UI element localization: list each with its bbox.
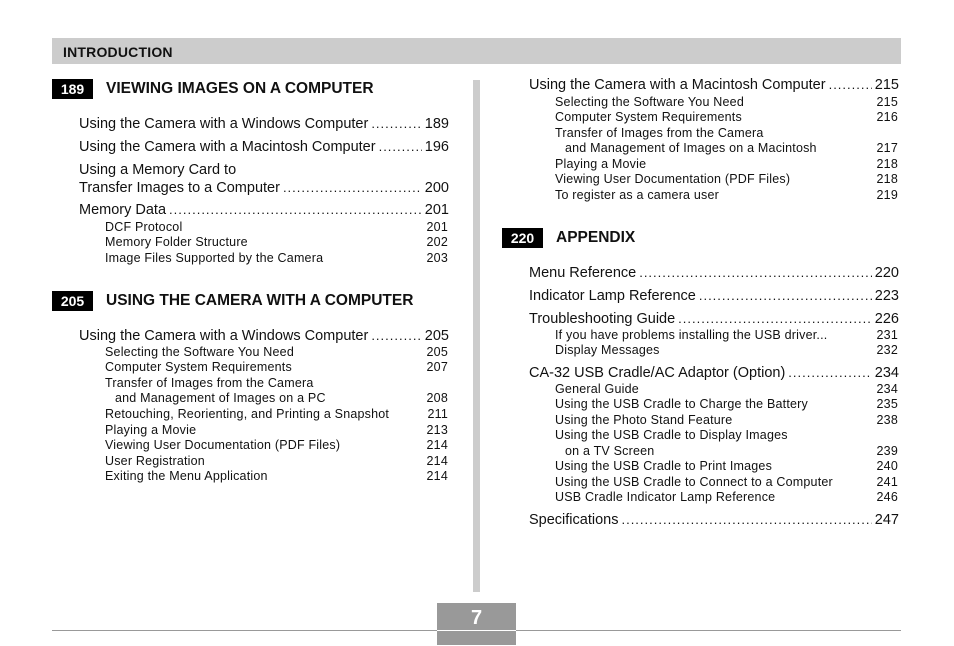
toc-entry[interactable] (79, 202, 449, 218)
toc-entry-label: CA-32 USB Cradle/AC Adaptor (Option) (529, 365, 786, 381)
toc-subentry-page: 235 (876, 397, 898, 411)
leader-dots (169, 202, 422, 217)
toc-entry-label: Using the Camera with a Macintosh Computer (79, 139, 376, 155)
toc-subentry-label: To register as a camera user (555, 188, 719, 202)
toc-subentry-label: DCF Protocol (105, 220, 183, 234)
toc-subentry[interactable] (555, 141, 898, 155)
toc-entry-page: 200 (424, 180, 449, 196)
toc-subentry-page: 214 (426, 454, 448, 468)
toc-subentry[interactable] (555, 188, 898, 202)
toc-subentry[interactable] (105, 376, 448, 390)
toc-entry[interactable] (529, 288, 899, 304)
toc-subentry-page: 215 (876, 95, 898, 109)
toc-subentry-page: 231 (876, 328, 898, 342)
toc-subentry[interactable] (555, 382, 898, 396)
toc-subentry[interactable] (555, 397, 898, 411)
toc-subentry-label: General Guide (555, 382, 639, 396)
toc-subentry-label: USB Cradle Indicator Lamp Reference (555, 490, 776, 504)
page-number: 7 (470, 607, 483, 629)
toc-entry[interactable] (79, 328, 449, 344)
toc-subentry-page: 201 (426, 220, 448, 234)
toc-entry-label: Memory Data (79, 202, 167, 218)
toc-subentry-page: 246 (876, 490, 898, 504)
toc-section-220[interactable] (502, 228, 899, 248)
toc-subentry[interactable] (555, 343, 898, 357)
toc-entry-page: 201 (424, 202, 449, 218)
toc-entry-label: Specifications (529, 512, 619, 528)
toc-entry[interactable] (79, 116, 449, 132)
toc-subentry-page: 214 (426, 438, 448, 452)
toc-subentry-label: Exiting the Menu Application (105, 469, 268, 483)
toc-entry-page: 189 (424, 116, 449, 132)
leader-dots (371, 328, 421, 343)
toc-entry-page: 234 (874, 365, 899, 381)
toc-subentry-label: Image Files Supported by the Camera (105, 251, 324, 265)
page-number-box (437, 603, 516, 645)
toc-subentry[interactable] (105, 235, 448, 249)
toc-subentry-page: 232 (876, 343, 898, 357)
toc-subentry-label: Using the Photo Stand Feature (555, 413, 733, 427)
toc-subentry[interactable] (105, 345, 448, 359)
toc-subentry[interactable] (555, 444, 898, 458)
toc-subentry[interactable] (555, 413, 898, 427)
toc-subentry[interactable] (105, 360, 448, 374)
toc-subentry[interactable] (555, 459, 898, 473)
toc-entry-label: Troubleshooting Guide (529, 311, 676, 327)
toc-subentry[interactable] (555, 428, 898, 442)
toc-subentry-page: 241 (876, 475, 898, 489)
toc-subentry-label: Using the USB Cradle to Display Images (555, 428, 788, 442)
toc-subentry-label: Selecting the Software You Need (105, 345, 294, 359)
toc-subentry-label: Display Messages (555, 343, 660, 357)
toc-entry-page: 226 (874, 311, 899, 327)
section-title: VIEWING IMAGES ON A COMPUTER (106, 80, 374, 97)
section-number-badge: 189 (52, 79, 93, 99)
toc-subentry-label: and Management of Images on a PC (115, 391, 326, 405)
toc-subentry[interactable] (555, 490, 898, 504)
toc-subentry[interactable] (555, 95, 898, 109)
toc-subentry-label: and Management of Images on a Macintosh (565, 141, 817, 155)
page-box-stripe (437, 630, 516, 631)
toc-subentry-page: 211 (427, 407, 448, 421)
toc-subentry[interactable] (105, 423, 448, 437)
leader-dots (621, 512, 871, 527)
toc-subentry-label: Playing a Movie (105, 423, 197, 437)
toc-entry[interactable] (79, 139, 449, 155)
leader-dots (283, 180, 422, 195)
toc-subentry-page: 202 (426, 235, 448, 249)
toc-subentry[interactable] (555, 475, 898, 489)
toc-entry[interactable] (529, 512, 899, 528)
toc-subentry-label: on a TV Screen (565, 444, 655, 458)
toc-entry[interactable] (529, 265, 899, 281)
toc-entry-label-line1[interactable]: Using a Memory Card to (79, 162, 237, 178)
toc-subentry-page: 217 (876, 141, 898, 155)
toc-subentry-label: User Registration (105, 454, 205, 468)
toc-subentry-label: If you have problems installing the USB driver... (555, 328, 828, 342)
section-number-badge: 220 (502, 228, 543, 248)
section-title: APPENDIX (556, 229, 636, 246)
section-header-bar (52, 38, 901, 64)
toc-subentry[interactable] (105, 438, 448, 452)
toc-entry-label: Using the Camera with a Macintosh Computer (529, 77, 826, 93)
toc-subentry[interactable] (555, 328, 898, 342)
toc-subentry-page: 240 (876, 459, 898, 473)
toc-subentry-page: 238 (876, 413, 898, 427)
toc-entry[interactable] (529, 77, 899, 93)
toc-subentry[interactable] (105, 469, 448, 483)
toc-subentry-page: 239 (876, 444, 898, 458)
toc-subentry-page: 214 (426, 469, 448, 483)
toc-subentry-label: Transfer of Images from the Camera (555, 126, 764, 140)
section-title: USING THE CAMERA WITH A COMPUTER (106, 292, 414, 309)
leader-dots (379, 139, 422, 154)
toc-subentry-label: Playing a Movie (555, 157, 647, 171)
toc-subentry-page: 208 (426, 391, 448, 405)
toc-subentry-page: 213 (426, 423, 448, 437)
toc-entry[interactable] (529, 365, 899, 381)
toc-entry-page: 196 (424, 139, 449, 155)
toc-entry-label: Using the Camera with a Windows Computer (79, 328, 369, 344)
toc-subentry[interactable] (105, 454, 448, 468)
toc-subentry-label: Computer System Requirements (555, 110, 742, 124)
toc-entry-page: 220 (874, 265, 899, 281)
toc-subentry[interactable] (105, 251, 448, 265)
toc-entry-page: 215 (874, 77, 899, 93)
toc-subentry-page: 234 (876, 382, 898, 396)
leader-dots (639, 265, 872, 280)
toc-subentry[interactable] (105, 391, 448, 405)
toc-entry-page: 247 (874, 512, 899, 528)
leader-dots (678, 311, 872, 326)
toc-subentry-page: 219 (876, 188, 898, 202)
toc-subentry[interactable] (555, 126, 898, 140)
toc-subentry-label: Using the USB Cradle to Connect to a Computer (555, 475, 833, 489)
toc-subentry-page: 216 (876, 110, 898, 124)
toc-entry[interactable] (79, 180, 449, 196)
section-number-badge: 205 (52, 291, 93, 311)
section-header-title: INTRODUCTION (63, 44, 173, 60)
toc-subentry-label: Using the USB Cradle to Print Images (555, 459, 773, 473)
toc-section-189[interactable] (52, 79, 449, 99)
toc-entry-label: Transfer Images to a Computer (79, 180, 280, 196)
toc-entry-label: Indicator Lamp Reference (529, 288, 696, 304)
toc-subentry-page: 205 (426, 345, 448, 359)
toc-subentry[interactable] (105, 407, 448, 421)
toc-subentry-label: Viewing User Documentation (PDF Files) (105, 438, 341, 452)
toc-subentry[interactable] (105, 220, 448, 234)
toc-subentry-label: Retouching, Reorienting, and Printing a Snapshot (105, 407, 390, 421)
toc-section-205[interactable] (52, 291, 449, 311)
toc-subentry[interactable] (555, 110, 898, 124)
toc-entry-label: Using the Camera with a Windows Computer (79, 116, 369, 132)
toc-subentry-label: Memory Folder Structure (105, 235, 248, 249)
toc-entry-page: 205 (424, 328, 449, 344)
toc-subentry-page: 203 (426, 251, 448, 265)
toc-entry-page: 223 (874, 288, 899, 304)
toc-subentry[interactable] (555, 157, 898, 171)
toc-subentry-label: Transfer of Images from the Camera (105, 376, 314, 390)
toc-subentry-label: Selecting the Software You Need (555, 95, 744, 109)
toc-entry-label: Menu Reference (529, 265, 637, 281)
leader-dots (788, 365, 872, 380)
leader-dots (699, 288, 872, 303)
toc-subentry[interactable] (555, 172, 898, 186)
leader-dots (829, 77, 872, 92)
toc-entry[interactable] (529, 311, 899, 327)
toc-subentry-label: Viewing User Documentation (PDF Files) (555, 172, 791, 186)
toc-subentry-page: 218 (876, 157, 898, 171)
toc-subentry-page: 218 (876, 172, 898, 186)
toc-subentry-page: 207 (426, 360, 448, 374)
toc-subentry-label: Using the USB Cradle to Charge the Battery (555, 397, 808, 411)
toc-subentry-label: Computer System Requirements (105, 360, 292, 374)
leader-dots (371, 116, 421, 131)
column-divider (473, 80, 480, 592)
